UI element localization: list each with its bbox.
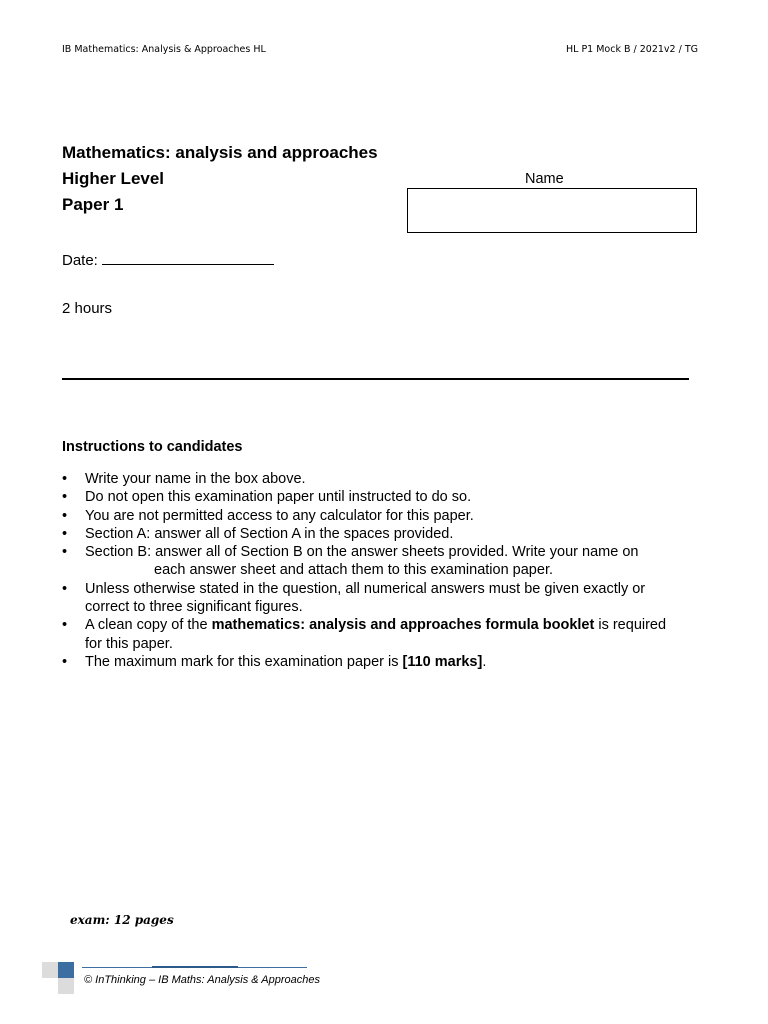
footer-logo-square xyxy=(42,962,58,978)
instructions-list xyxy=(62,470,682,671)
duration: 2 hours xyxy=(62,300,113,317)
list-item: • Section A: answer all of Section A in the spaces provided. xyxy=(62,525,682,543)
name-box[interactable] xyxy=(407,188,697,233)
footer-logo-square xyxy=(58,962,74,978)
date-field xyxy=(62,252,274,269)
footer-text: © InThinking – IB Maths: Analysis & Approaches xyxy=(84,974,320,986)
header-left: IB Mathematics: Analysis & Approaches HL xyxy=(62,44,266,55)
header-right: HL P1 Mock B / 2021v2 / TG xyxy=(565,44,698,55)
divider xyxy=(62,378,689,380)
instructions-heading: Instructions to candidates xyxy=(62,439,243,455)
date-label: Date: xyxy=(62,252,98,269)
paper-level: Higher Level xyxy=(62,169,165,188)
list-item: • Section B: answer all of Section B on the answer sheets provided. Write your name on each answer sheet and attach them to this examination paper. xyxy=(62,543,682,580)
date-blank-line[interactable] xyxy=(102,252,274,265)
list-item: • Write your name in the box above. xyxy=(62,470,682,488)
list-item: • The maximum mark for this examination paper is [110 marks]. xyxy=(62,653,682,671)
name-label: Name xyxy=(525,171,564,187)
list-item: • Unless otherwise stated in the question, all numerical answers must be given exactly or correct to three significant figures. xyxy=(62,580,682,617)
footer-line-accent xyxy=(152,966,238,968)
list-item: • Do not open this examination paper until instructed to do so. xyxy=(62,488,682,506)
paper-number: Paper 1 xyxy=(62,195,124,214)
footer-logo-square xyxy=(58,978,74,994)
list-item: • A clean copy of the mathematics: analysis and approaches formula booklet is required for this paper. xyxy=(62,616,682,653)
list-item: • You are not permitted access to any calculator for this paper. xyxy=(62,507,682,525)
exam-pages: exam: 12 pages xyxy=(70,913,174,927)
max-marks: [110 marks] xyxy=(402,653,483,670)
formula-booklet-text: mathematics: analysis and approaches formula booklet xyxy=(211,617,595,634)
paper-title: Mathematics: analysis and approaches xyxy=(62,143,378,162)
